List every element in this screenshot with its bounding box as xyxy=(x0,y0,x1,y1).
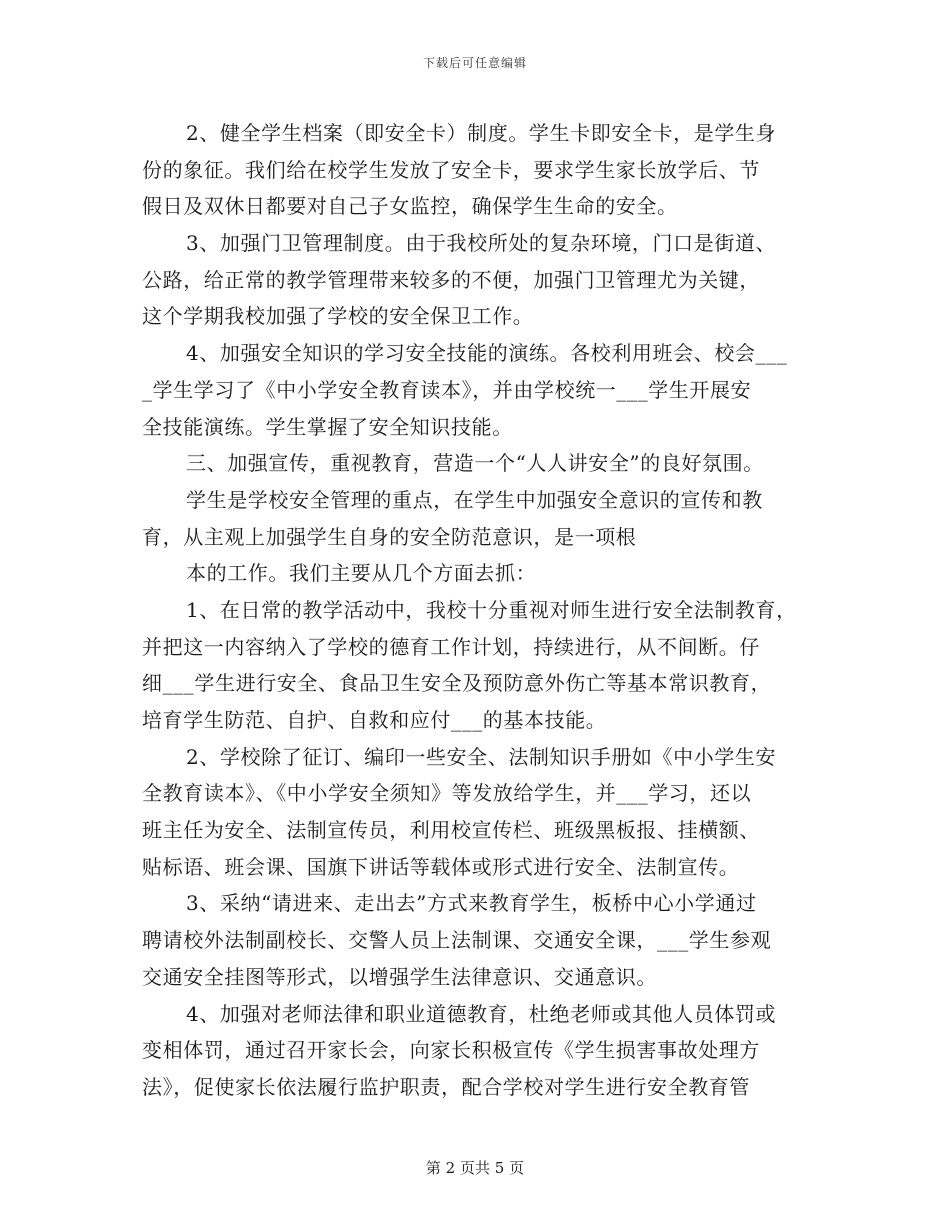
text-line: 2、学校除了征订、编印一些安全、法制知识手册如《中小学生安 xyxy=(186,744,777,769)
text-line: 培育学生防范、自护、自救和应付___的基本技能。 xyxy=(142,708,607,732)
text-line: 公路，给正常的教学管理带来较多的不便，加强门卫管理尤为关键， xyxy=(142,267,760,292)
text-line: 3、加强门卫管理制度。由于我校所处的复杂环境，门口是街道、 xyxy=(186,231,777,256)
text-line: 贴标语、班会课、国旗下讲话等载体或形式进行安全、法制宣传。 xyxy=(142,854,740,879)
text-line: 4、加强安全知识的学习安全技能的演练。各校利用班会、校会___ xyxy=(186,341,788,366)
text-line: 本的工作。我们主要从几个方面去抓： xyxy=(186,561,537,586)
text-line: 全技能演练。学生掌握了安全知识技能。 xyxy=(142,414,513,439)
text-line: 4、加强对老师法律和职业道德教育，杜绝老师或其他人员体罚或 xyxy=(186,1001,777,1026)
text-line: 3、采纳“请进来、走出去”方式来教育学生，板桥中心小学通过 xyxy=(186,891,757,916)
text-line: _学生学习了《中小学安全教育读本》，并由学校统一___学生开展安 xyxy=(142,377,752,402)
text-line: 全教育读本》、《中小学安全须知》等发放给学生，并___学习，还以 xyxy=(142,781,752,806)
document-body xyxy=(142,115,812,1106)
text-line: 聘请校外法制副校长、交警人员上法制课、交通安全课，___学生参观 xyxy=(142,928,772,953)
text-line: 育，从主观上加强学生自身的安全防范意识，是一项根 xyxy=(142,524,637,549)
text-line: 1、在日常的教学活动中，我校十分重视对师生进行安全法制教育， xyxy=(186,597,797,622)
text-line: 变相体罚，通过召开家长会，向家长积极宣传《学生损害事故处理方 xyxy=(142,1038,760,1063)
text-line: 学生是学校安全管理的重点，在学生中加强安全意识的宣传和教 xyxy=(186,487,763,512)
text-line: 假日及双休日都要对自己子女监控，确保学生生命的安全。 xyxy=(142,194,678,219)
section-heading: 三、加强宣传，重视教育，营造一个“人人讲安全”的良好氛围。 xyxy=(186,451,764,476)
page-number: 第 2 页共 5 页 xyxy=(425,1159,525,1177)
text-line: 份的象征。我们给在校学生发放了安全卡，要求学生家长放学后、节 xyxy=(142,157,760,182)
text-line: 2、健全学生档案（即安全卡）制度。学生卡即安全卡，是学生身 xyxy=(186,121,777,145)
text-line: 班主任为安全、法制宣传员，利用校宣传栏、班级黑板报、挂横额、 xyxy=(142,818,760,843)
text-line: 交通安全挂图等形式，以增强学生法律意识、交通意识。 xyxy=(142,964,657,989)
text-line: 细___学生进行安全、食品卫生安全及预防意外伤亡等基本常识教育， xyxy=(142,671,772,696)
text-line: 并把这一内容纳入了学校的德育工作计划，持续进行，从不间断。仔 xyxy=(142,634,760,659)
text-line: 法》，促使家长依法履行监护职责，配合学校对学生进行安全教育管 xyxy=(142,1074,750,1099)
page-header-note: 下载后可任意编辑 xyxy=(422,56,527,70)
text-line: 这个学期我校加强了学校的安全保卫工作。 xyxy=(142,304,534,329)
